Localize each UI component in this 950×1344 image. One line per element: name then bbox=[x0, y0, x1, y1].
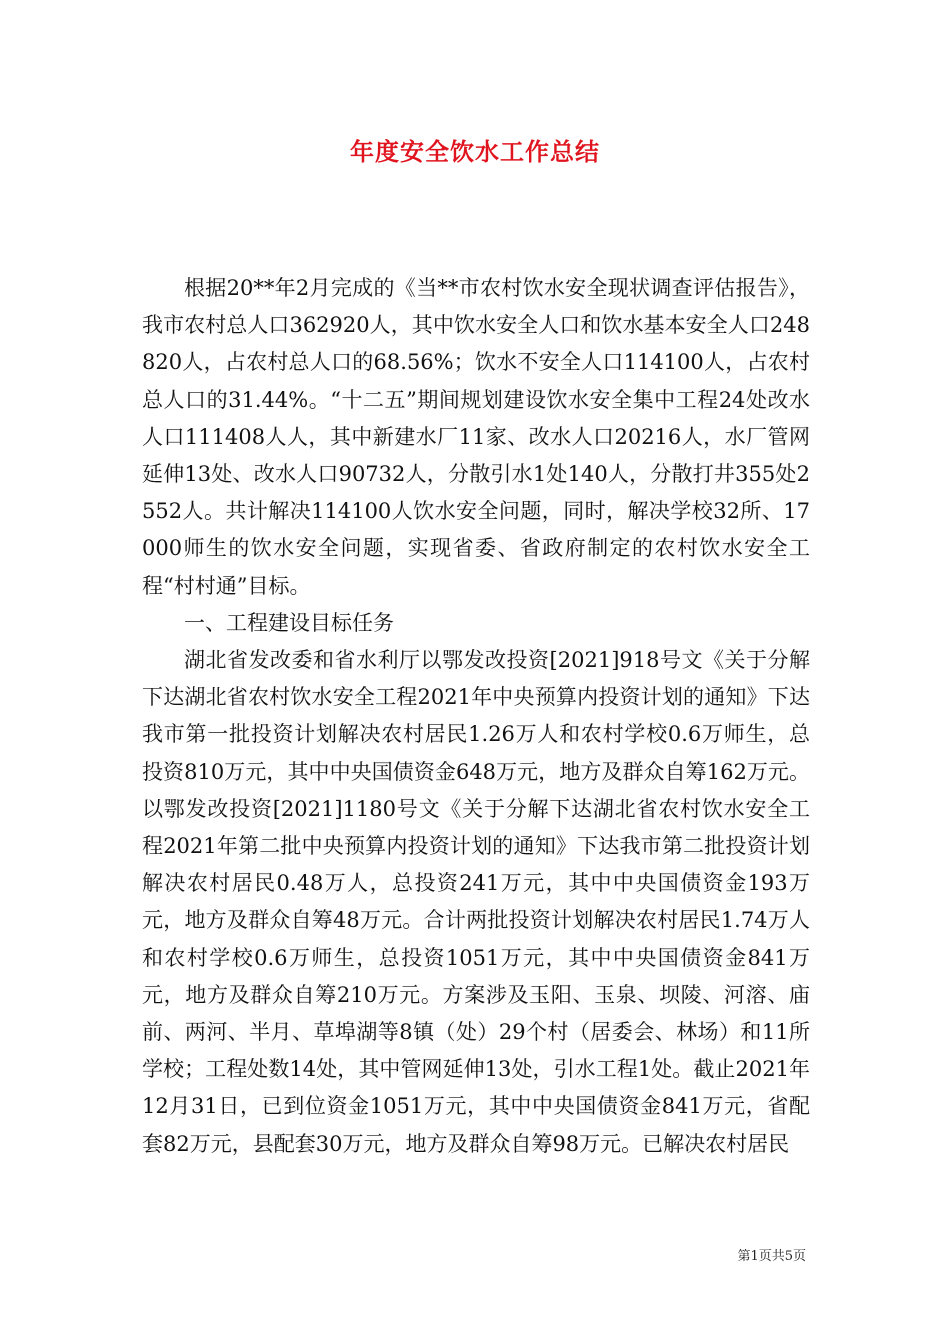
paragraph-investment: 湖北省发改委和省水利厅以鄂发改投资[2021]918号文《关于分解下达湖北省农村饮水安全工程2021年中央预算内投资计划的通知》下达我市第一批投资计划解决农村居民1.26万人和农村学校0.6万师生，总投资810万元，其中中央国债资金648万元，地方及群众自筹162万元。以鄂发改投资[2021]1180号文《关于分解下达湖北省农村饮水安全工程2021年第二批中央预算内投资计划的通知》下达我市第二批投资计划解决农村居民0.48万人，总投资241万元，其中中央国债资金193万元，地方及群众自筹48万元。合计两批投资计划解决农村居民1.74万人和农村学校0.6万师生，总投资1051万元，其中中央国债资金841万元，地方及群众自筹210万元。方案涉及玉阳、玉泉、坝陵、河溶、庙前、两河、半月、草埠湖等8镇（处）29个村（居委会、林场）和11所学校；工程处数14处，其中管网延伸13处，引水工程1处。截止2021年12月31日，已到位资金1051万元，其中中央国债资金841万元，省配套82万元，县配套30万元，地方及群众自筹98万元。已解决农村居民 bbox=[142, 648, 810, 1156]
document-body bbox=[142, 270, 810, 1163]
document-title: 年度安全饮水工作总结 bbox=[350, 138, 600, 166]
page-indicator: 第1页共5页 bbox=[737, 1249, 806, 1264]
paragraph-intro: 根据20**年2月完成的《当**市农村饮水安全现状调查评估报告》，我市农村总人口362920人，其中饮水安全人口和饮水基本安全人口248820人，占农村总人口的68.56%；饮水不安全人口114100人，占农村总人口的31.44%。“十二五”期间规划建设饮水安全集中工程24处改水人口111408人人，其中新建水厂11家、改水人口20216人，水厂管网延伸13处、改水人口90732人，分散引水1处140人，分散打井355处2552人。共计解决114100人饮水安全问题，同时，解决学校32所、17000师生的饮水安全问题，实现省委、省政府制定的农村饮水安全工程“村村通”目标。 bbox=[142, 276, 810, 598]
section-heading-1: 一、工程建设目标任务 bbox=[184, 610, 394, 635]
